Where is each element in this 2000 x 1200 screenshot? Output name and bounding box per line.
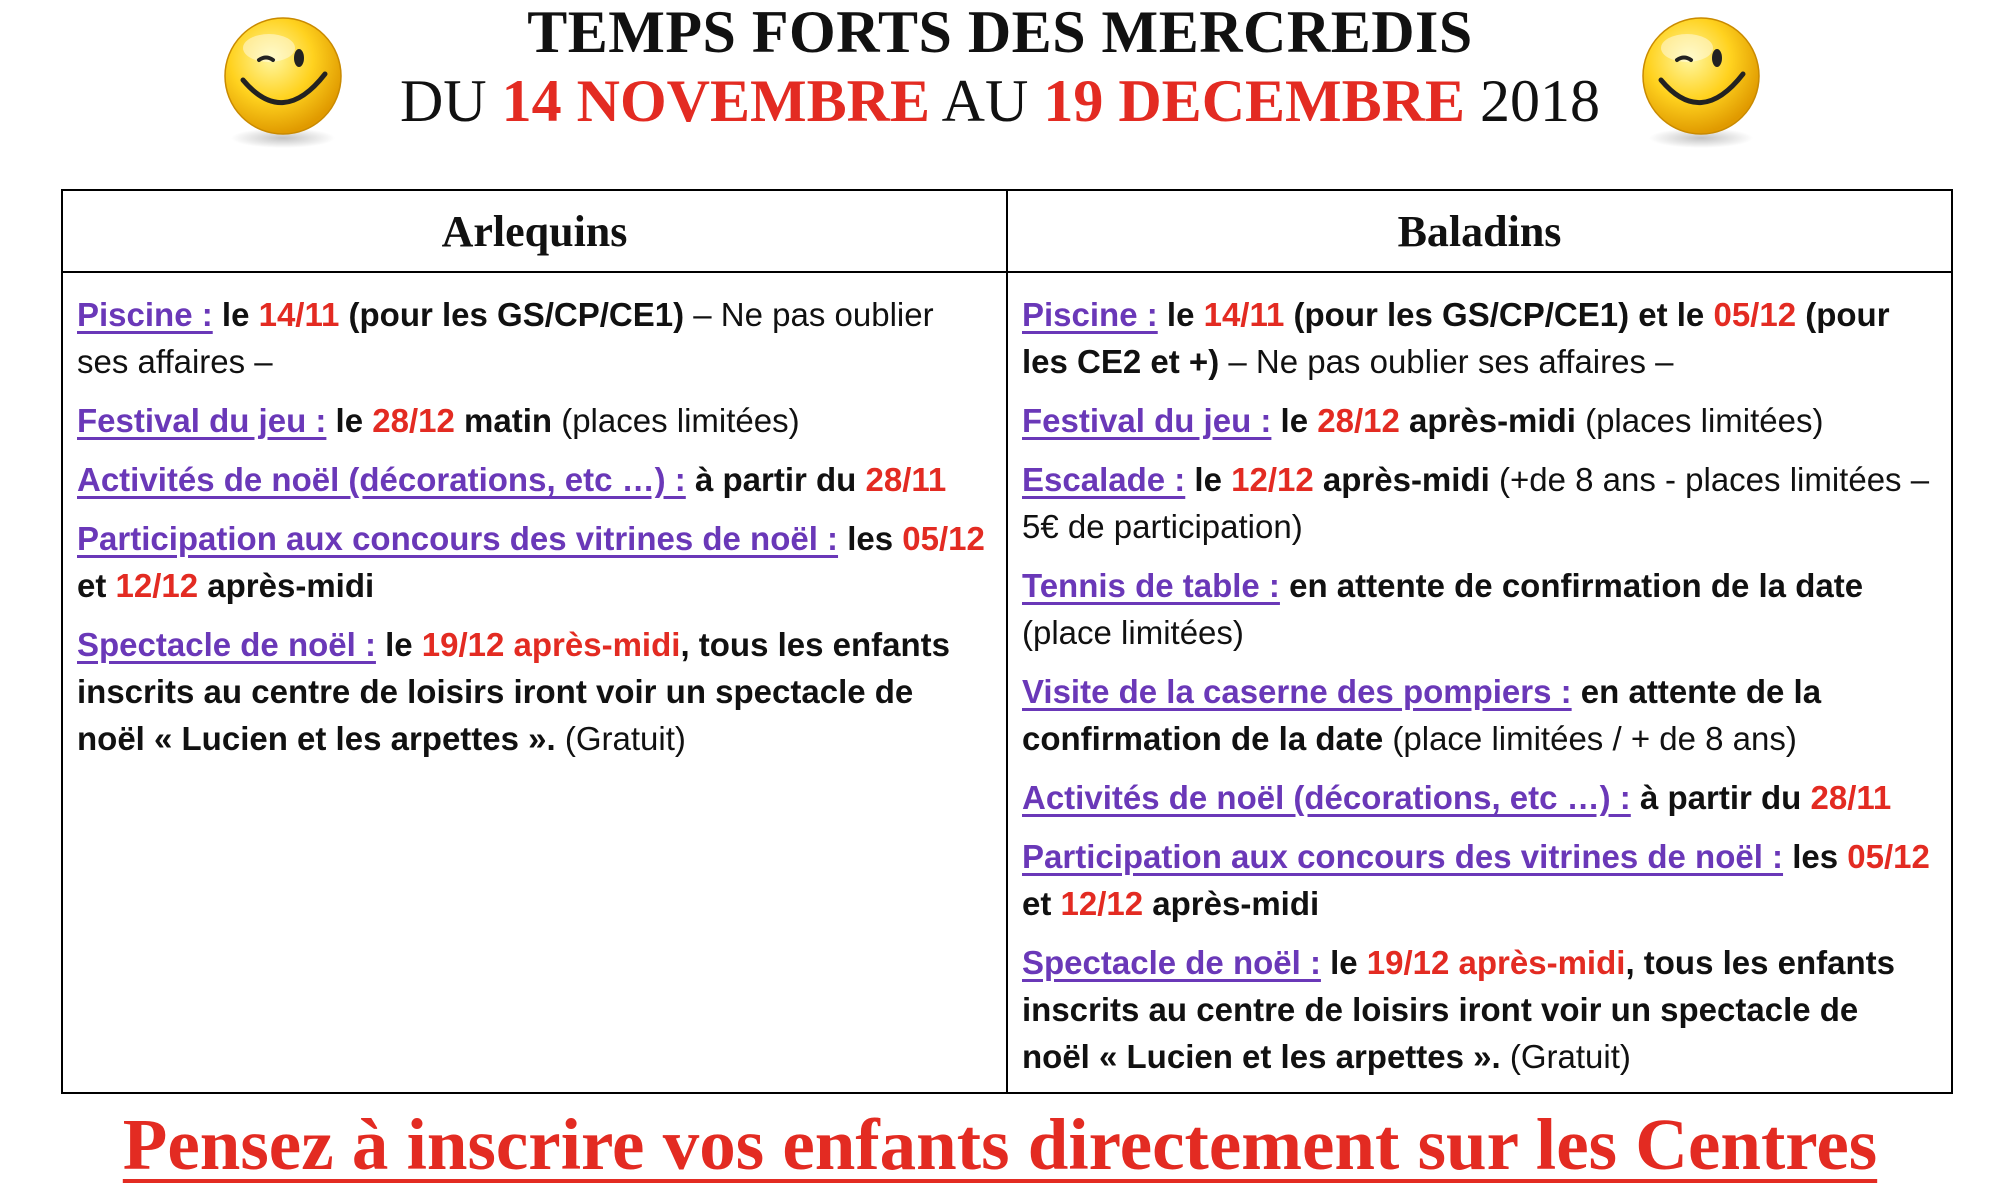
entry-date: 12/12 — [115, 567, 199, 604]
entry-piscine: Piscine : le 14/11 (pour les GS/CP/CE1) et le 05/12 (pour les CE2 et +) – Ne pas oublier ses affaires – — [1022, 296, 1890, 380]
date-start: 14 NOVEMBRE — [501, 68, 930, 134]
entry-label: Piscine : — [77, 296, 213, 333]
entry-label: Participation aux concours des vitrines de noël : — [1022, 838, 1784, 875]
entry-escalade: Escalade : le 12/12 après-midi (+de 8 ans - places limitées – 5€ de participation) — [1022, 461, 1930, 545]
title-au: AU — [941, 68, 1029, 134]
entry-label: Tennis de table : — [1022, 567, 1280, 604]
entry-label: Festival du jeu : — [1022, 402, 1272, 439]
entry-date: 14/11 — [258, 296, 340, 333]
entry-activites: Activités de noël (décorations, etc …) : à partir du 28/11 — [77, 461, 947, 498]
entry-festival: Festival du jeu : le 28/12 matin (places limitées) — [77, 402, 800, 439]
entry-label: Visite de la caserne des pompiers : — [1022, 673, 1572, 710]
title-dates — [0, 64, 2000, 138]
entry-date: 12/12 — [1060, 885, 1144, 922]
entry-festival: Festival du jeu : le 28/12 après-midi (places limitées) — [1022, 402, 1824, 439]
page-title — [0, 2, 2000, 138]
entry-date: 05/12 — [902, 520, 985, 557]
entry-label: Activités de noël (décorations, etc …) : — [1022, 779, 1631, 816]
footer-reminder: Pensez à inscrire vos enfants directement sur les Centres — [122, 1104, 1878, 1185]
entry-label: Piscine : — [1022, 296, 1158, 333]
entry-label: Spectacle de noël : — [1022, 944, 1321, 981]
entry-date: 28/11 — [865, 461, 947, 498]
entry-label: Escalade : — [1022, 461, 1186, 498]
entry-date: 28/12 — [372, 402, 455, 439]
date-end: 19 DECEMBRE — [1043, 68, 1466, 134]
title-main: TEMPS FORTS DES MERCREDIS — [527, 0, 1473, 65]
entry-date: 28/11 — [1810, 779, 1892, 816]
entry-label: Activités de noël (décorations, etc …) : — [77, 461, 686, 498]
entry-date: 05/12 — [1847, 838, 1930, 875]
entry-tennis: Tennis de table : en attente de confirmation de la date (place limitées) — [1022, 567, 1864, 651]
activities-table — [61, 189, 1953, 1094]
entry-date: 05/12 — [1713, 296, 1797, 333]
entry-date: 14/11 — [1203, 296, 1285, 333]
title-du: DU — [399, 68, 487, 134]
column-baladins — [1007, 272, 1952, 1093]
entry-date: 28/12 — [1317, 402, 1400, 439]
entry-participation: Participation aux concours des vitrines de noël : les 05/12 et 12/12 après-midi — [77, 520, 985, 604]
entry-label: Participation aux concours des vitrines de noël : — [77, 520, 839, 557]
entry-date: 19/12 après-midi — [1366, 944, 1626, 981]
column-header-baladins: Baladins — [1007, 190, 1952, 272]
entry-label: Festival du jeu : — [77, 402, 327, 439]
column-arlequins — [62, 272, 1007, 1093]
entry-participation: Participation aux concours des vitrines de noël : les 05/12 et 12/12 après-midi — [1022, 838, 1930, 922]
entry-spectacle: Spectacle de noël : le 19/12 après-midi, tous les enfants inscrits au centre de loisirs iront voir un spectacle de noël « Lucien et les arpettes ». (Gratuit) — [1022, 944, 1895, 1075]
entry-activites: Activités de noël (décorations, etc …) : à partir du 28/11 — [1022, 779, 1892, 816]
title-year: 2018 — [1480, 68, 1601, 134]
column-header-arlequins: Arlequins — [62, 190, 1007, 272]
entry-piscine: Piscine : le 14/11 (pour les GS/CP/CE1) – Ne pas oublier ses affaires – — [77, 296, 934, 380]
entry-visite: Visite de la caserne des pompiers : en attente de la confirmation de la date (place limitées / + de 8 ans) — [1022, 673, 1822, 757]
entry-label: Spectacle de noël : — [77, 626, 376, 663]
entry-date: 19/12 après-midi — [421, 626, 681, 663]
entry-spectacle: Spectacle de noël : le 19/12 après-midi, tous les enfants inscrits au centre de loisirs iront voir un spectacle de noël « Lucien et les arpettes ». (Gratuit) — [77, 626, 950, 757]
entry-date: 12/12 — [1231, 461, 1314, 498]
